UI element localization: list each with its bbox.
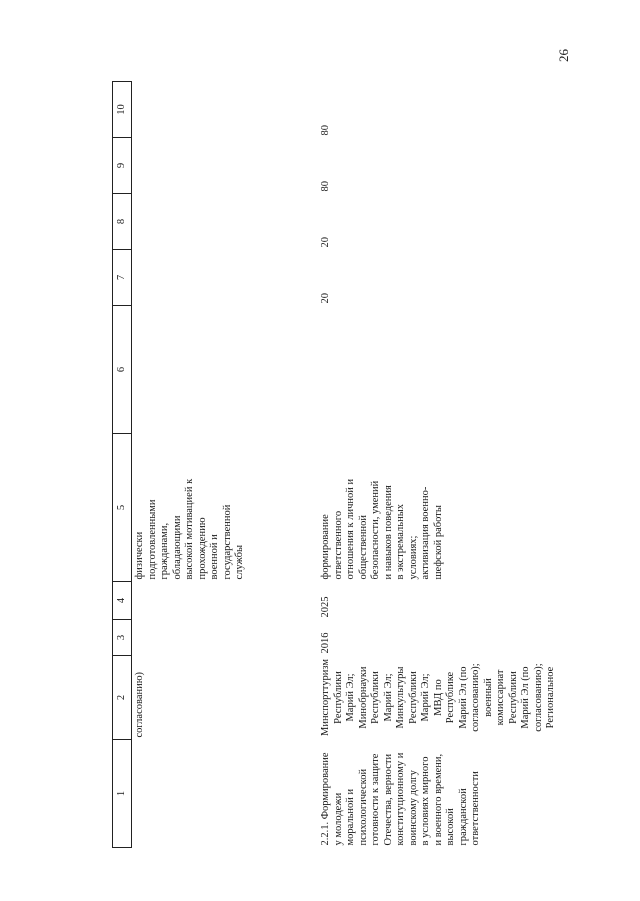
page-number: 26 bbox=[556, 49, 571, 62]
table-row bbox=[132, 82, 315, 848]
column-6-cell bbox=[314, 306, 558, 434]
column-7-cell: 20 bbox=[320, 293, 331, 304]
executor-cell: Минспорттуризм Республики Марий Эл; Минобрнауки Республики Марий Эл; Минкультуры Республики Марий Эл; МВД по Республике Марий Эл (по согласованию); военный комиссариат Республики Марий Эл (по согласованию); Региональное bbox=[320, 658, 556, 737]
table-row bbox=[314, 82, 558, 848]
start-year-cell bbox=[132, 620, 315, 656]
column-10-cell bbox=[132, 82, 315, 138]
column-header-3: 3 bbox=[113, 620, 132, 656]
column-header-1: 1 bbox=[113, 740, 132, 848]
rotated-table-sheet bbox=[112, 58, 556, 848]
activity-name-cell bbox=[132, 740, 315, 848]
column-header-6: 6 bbox=[113, 306, 132, 434]
column-header-5: 5 bbox=[113, 434, 132, 582]
start-year-cell: 2016 bbox=[320, 632, 331, 654]
column-8-cell bbox=[132, 194, 315, 250]
program-activities-table bbox=[112, 81, 558, 848]
activity-name-cell: 2.2.1. Формирование у молодежи моральной и психологической готовности к защите Отечества, верности конституционному и воинскому долгу в условиях мирного и военного времени, высокой гражданской ответственности bbox=[320, 752, 481, 846]
column-9-cell bbox=[132, 138, 315, 194]
column-header-2: 2 bbox=[113, 656, 132, 740]
column-9-cell: 80 bbox=[320, 181, 331, 192]
column-6-cell bbox=[132, 306, 315, 434]
column-header-9: 9 bbox=[113, 138, 132, 194]
header-row bbox=[113, 82, 132, 848]
expected-result-cell: физически подготовленными гражданами, обладающими высокой мотивацией к прохождению военной и государственной службы bbox=[134, 478, 245, 580]
column-7-cell bbox=[132, 250, 315, 306]
end-year-cell: 2025 bbox=[320, 596, 331, 618]
expected-result-cell: формирование ответственного отношения к личной и общественной безопасности, умений и навыков поведения в экстремальных условиях; активизация военно- шефской работы bbox=[320, 478, 444, 580]
column-8-cell: 20 bbox=[320, 237, 331, 248]
end-year-cell bbox=[132, 582, 315, 620]
column-header-7: 7 bbox=[113, 250, 132, 306]
column-header-4: 4 bbox=[113, 582, 132, 620]
column-header-10: 10 bbox=[113, 82, 132, 138]
column-10-cell: 80 bbox=[320, 125, 331, 136]
executor-cell: согласованию) bbox=[134, 671, 145, 738]
column-header-8: 8 bbox=[113, 194, 132, 250]
